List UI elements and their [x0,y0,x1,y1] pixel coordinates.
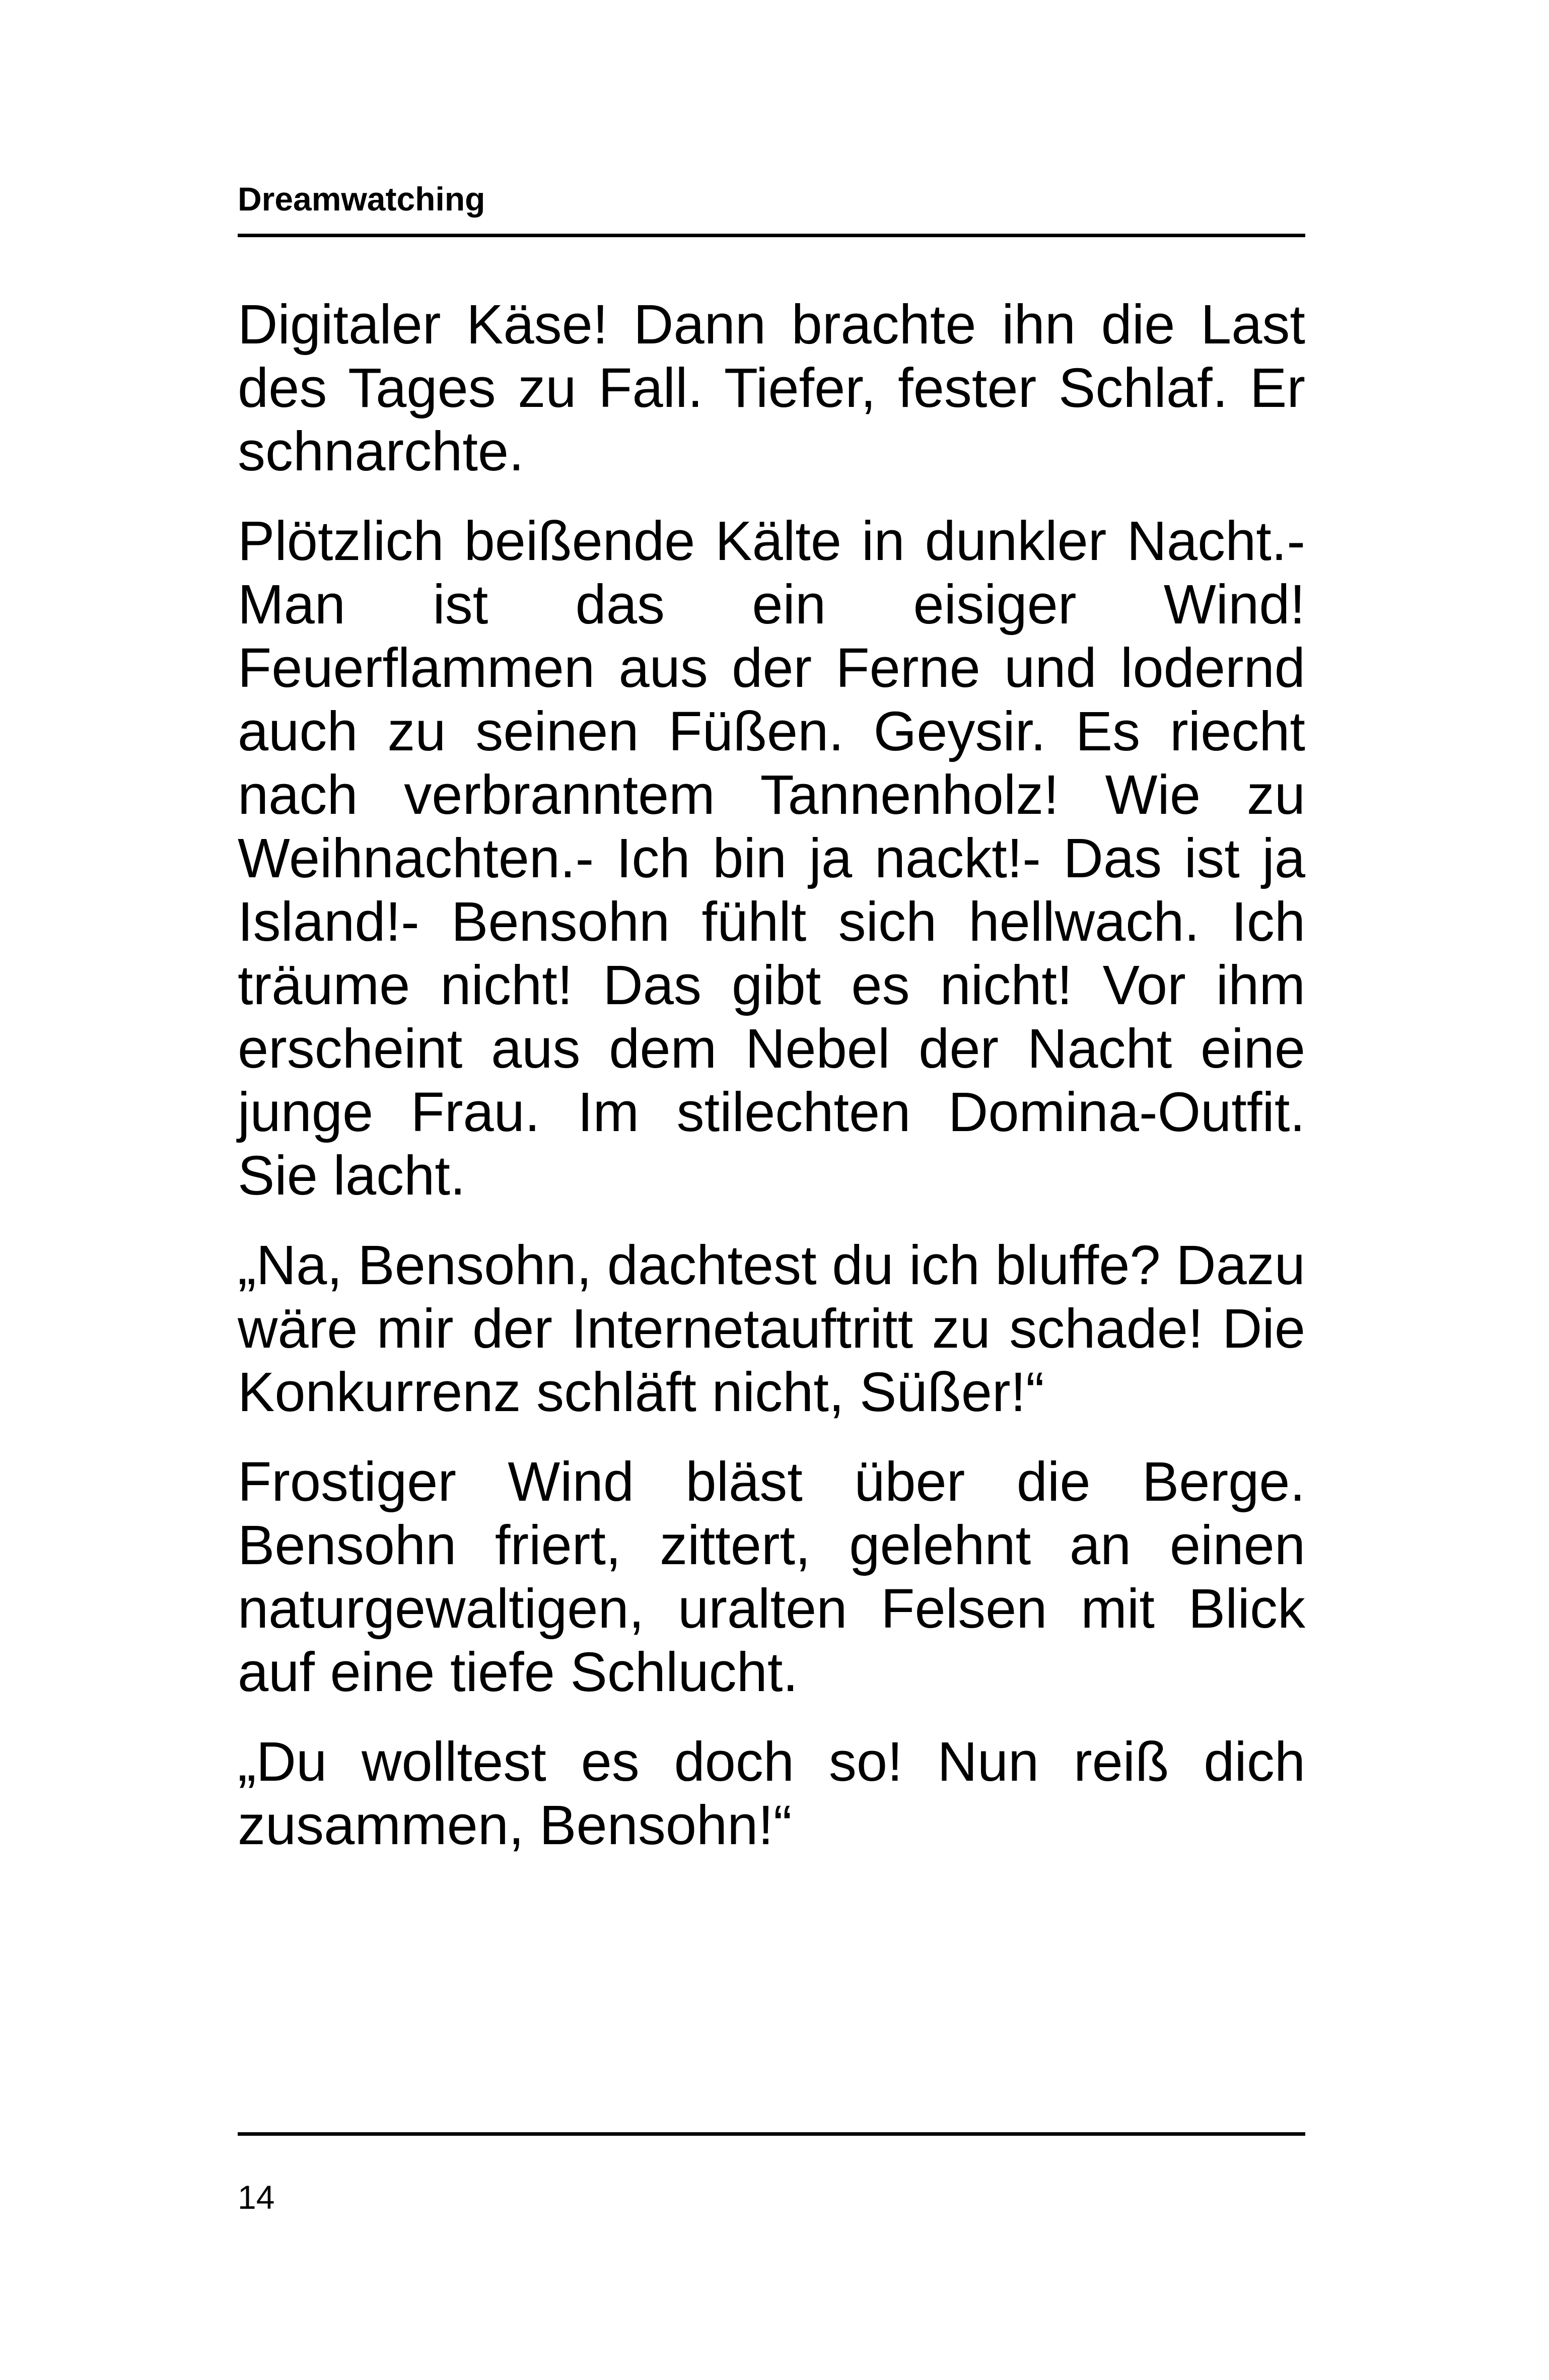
paragraph: Plötzlich beißende Kälte in dunkler Nacht.- Man ist das ein eisiger Wind! Feuerflammen aus der Ferne und lodernd auch zu seinen Füßen. Geysir. Es riecht nach verbranntem Tannenholz! Wie zu Weihnachten.- Ich bin ja nackt!- Das ist ja Island!- Bensohn fühlt sich hellwach. Ich träume nicht! Das gibt es nicht! Vor ihm erscheint aus dem Nebel der Nacht eine junge Frau. Im stilechten Domina-Outfit. Sie lacht. [238,510,1305,1207]
paragraph: „Na, Bensohn, dachtest du ich bluffe? Dazu wäre mir der Internetauftritt zu schade! Die Konkurrenz schläft nicht, Süßer!“ [238,1234,1305,1423]
paragraph: Frostiger Wind bläst über die Berge. Bensohn friert, zittert, gelehnt an einen naturgewaltigen, uralten Felsen mit Blick auf eine tiefe Schlucht. [238,1451,1305,1703]
header-rule [238,234,1305,237]
paragraph: Digitaler Käse! Dann brachte ihn die Last des Tages zu Fall. Tiefer, fester Schlaf. Er schnarchte. [238,294,1305,482]
running-header [238,177,1305,221]
body-text [238,293,1305,1883]
page-number: 14 [238,2179,275,2216]
paragraph: „Du wolltest es doch so! Nun reiß dich zusammen, Bensohn!“ [238,1731,1305,1856]
page-footer [238,2176,439,2219]
footer-rule [238,2132,1305,2136]
running-header-title: Dreamwatching [238,180,485,218]
